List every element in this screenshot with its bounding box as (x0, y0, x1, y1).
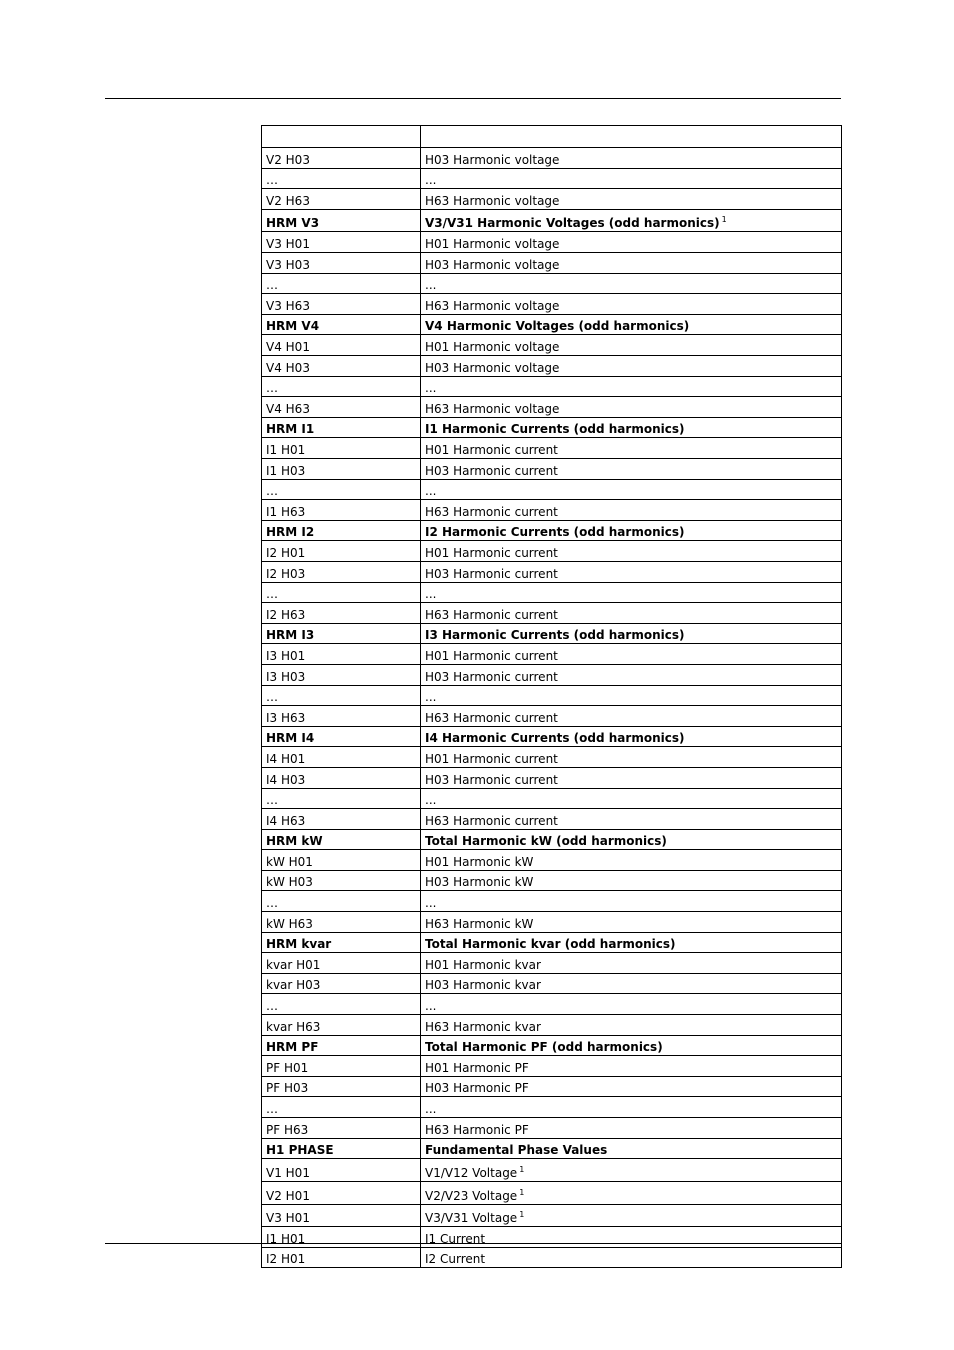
table-row (262, 168, 842, 189)
table-row (262, 953, 842, 974)
parameter-name-cell: … (262, 1097, 421, 1118)
parameter-description-cell (421, 809, 842, 830)
description-text: ... (425, 896, 437, 911)
parameter-name-cell: HRM V3 (262, 209, 421, 232)
description-text: V4 Harmonic Voltages (odd harmonics) (425, 319, 690, 334)
table-row (262, 500, 842, 521)
description-text: ... (425, 381, 437, 396)
parameter-name-cell: V4 H03 (262, 356, 421, 377)
parameter-description-cell (421, 189, 842, 210)
footnote-marker: 1 (519, 1164, 525, 1174)
parameter-name-cell: V1 H01 (262, 1159, 421, 1182)
parameter-name-cell: kW H63 (262, 912, 421, 933)
table-row (262, 1227, 842, 1248)
table-group-row (262, 417, 842, 438)
table-row (262, 603, 842, 624)
parameter-description-cell (421, 603, 842, 624)
description-text: H03 Harmonic PF (425, 1081, 529, 1096)
table-row (262, 1181, 842, 1204)
description-text: I2 Harmonic Currents (odd harmonics) (425, 525, 685, 540)
description-text: H03 Harmonic current (425, 772, 558, 787)
parameter-description-cell (421, 870, 842, 891)
parameter-name-cell: I1 H01 (262, 438, 421, 459)
description-text: V3/V31 Voltage (425, 1211, 518, 1226)
description-text: H01 Harmonic current (425, 545, 558, 560)
table-header-row (262, 126, 842, 148)
parameter-description-cell (421, 973, 842, 994)
description-text: I4 Harmonic Currents (odd harmonics) (425, 731, 685, 746)
parameter-name-cell: I2 H03 (262, 561, 421, 582)
parameter-name-cell: V3 H63 (262, 294, 421, 315)
table-row (262, 1015, 842, 1036)
parameter-name-cell: V2 H63 (262, 189, 421, 210)
table-row (262, 850, 842, 871)
parameter-description-cell (421, 126, 842, 148)
description-text: I1 Current (425, 1231, 486, 1246)
description-text: H63 Harmonic voltage (425, 401, 560, 416)
header-rule (105, 98, 841, 99)
table-row (262, 582, 842, 603)
parameter-name-cell: … (262, 891, 421, 912)
parameter-name-cell: I2 H01 (262, 541, 421, 562)
parameter-name-cell: kvar H03 (262, 973, 421, 994)
parameter-name-cell: … (262, 376, 421, 397)
description-text: H01 Harmonic current (425, 751, 558, 766)
table-row (262, 335, 842, 356)
table-group-row (262, 623, 842, 644)
description-text: H63 Harmonic voltage (425, 193, 560, 208)
table-row (262, 459, 842, 480)
description-text: H03 Harmonic current (425, 463, 558, 478)
parameter-description-cell (421, 829, 842, 850)
parameter-name-cell (262, 126, 421, 148)
parameter-description-cell (421, 459, 842, 480)
table-row (262, 541, 842, 562)
table-row (262, 1097, 842, 1118)
parameter-description-cell (421, 376, 842, 397)
parameter-description-cell (421, 912, 842, 933)
description-text: H63 Harmonic PF (425, 1122, 529, 1137)
description-text: H01 Harmonic kW (425, 854, 534, 869)
parameter-name-cell: V2 H01 (262, 1181, 421, 1204)
parameter-description-cell (421, 788, 842, 809)
parameter-name-cell: HRM kW (262, 829, 421, 850)
parameter-description-cell (421, 1076, 842, 1097)
parameter-name-cell: … (262, 582, 421, 603)
parameter-description-cell (421, 1035, 842, 1056)
description-text: H63 Harmonic current (425, 813, 558, 828)
description-text: H63 Harmonic current (425, 607, 558, 622)
table-group-row (262, 314, 842, 335)
parameter-name-cell: I1 H03 (262, 459, 421, 480)
description-text: H63 Harmonic current (425, 710, 558, 725)
parameter-description-cell (421, 168, 842, 189)
table-group-row (262, 726, 842, 747)
table-row (262, 788, 842, 809)
description-text: ... (425, 999, 437, 1014)
parameter-table (261, 125, 842, 1268)
table-row (262, 294, 842, 315)
table-row (262, 232, 842, 253)
parameter-description-cell (421, 148, 842, 169)
parameter-description-cell (421, 644, 842, 665)
description-text: H03 Harmonic voltage (425, 360, 560, 375)
parameter-description-cell (421, 1181, 842, 1204)
parameter-table-body (262, 126, 842, 1268)
parameter-name-cell: kW H01 (262, 850, 421, 871)
table-group-row (262, 829, 842, 850)
parameter-description-cell (421, 232, 842, 253)
table-group-row (262, 1138, 842, 1159)
footer-rule (105, 1243, 841, 1244)
table-row (262, 664, 842, 685)
description-text: H63 Harmonic kvar (425, 1019, 541, 1034)
description-text: ... (425, 278, 437, 293)
table-row (262, 148, 842, 169)
parameter-description-cell (421, 561, 842, 582)
parameter-description-cell (421, 891, 842, 912)
table-row (262, 1076, 842, 1097)
parameter-name-cell: … (262, 788, 421, 809)
table-group-row (262, 932, 842, 953)
description-text: H03 Harmonic current (425, 669, 558, 684)
parameter-name-cell: … (262, 479, 421, 500)
description-text: H01 Harmonic voltage (425, 237, 560, 252)
description-text: ... (425, 587, 437, 602)
table-row (262, 973, 842, 994)
parameter-name-cell: kW H03 (262, 870, 421, 891)
table-group-row (262, 1035, 842, 1056)
parameter-name-cell: … (262, 168, 421, 189)
parameter-description-cell (421, 1056, 842, 1077)
parameter-description-cell (421, 767, 842, 788)
description-text: ... (425, 173, 437, 188)
parameter-name-cell: … (262, 994, 421, 1015)
description-text: I3 Harmonic Currents (odd harmonics) (425, 628, 685, 643)
table-row (262, 561, 842, 582)
table-row (262, 356, 842, 377)
table-row (262, 767, 842, 788)
parameter-description-cell (421, 397, 842, 418)
table-row (262, 397, 842, 418)
table-row (262, 891, 842, 912)
table-row (262, 273, 842, 294)
parameter-description-cell (421, 335, 842, 356)
parameter-name-cell: HRM I4 (262, 726, 421, 747)
table-row (262, 1056, 842, 1077)
table-row (262, 747, 842, 768)
parameter-description-cell (421, 1227, 842, 1248)
parameter-name-cell: HRM I2 (262, 520, 421, 541)
table-row (262, 1159, 842, 1182)
parameter-name-cell: … (262, 273, 421, 294)
parameter-name-cell: V3 H01 (262, 1204, 421, 1227)
parameter-description-cell (421, 1204, 842, 1227)
parameter-name-cell: V2 H03 (262, 148, 421, 169)
parameter-description-cell (421, 314, 842, 335)
parameter-name-cell: HRM I1 (262, 417, 421, 438)
description-text: Total Harmonic kvar (odd harmonics) (425, 937, 676, 952)
parameter-description-cell (421, 1015, 842, 1036)
parameter-description-cell (421, 994, 842, 1015)
description-text: Fundamental Phase Values (425, 1143, 608, 1158)
parameter-description-cell (421, 706, 842, 727)
parameter-description-cell (421, 582, 842, 603)
description-text: H01 Harmonic voltage (425, 340, 560, 355)
description-text: ... (425, 690, 437, 705)
parameter-name-cell: kvar H01 (262, 953, 421, 974)
description-text: Total Harmonic kW (odd harmonics) (425, 834, 667, 849)
parameter-description-cell (421, 1097, 842, 1118)
parameter-name-cell: V3 H01 (262, 232, 421, 253)
description-text: ... (425, 793, 437, 808)
parameter-description-cell (421, 1138, 842, 1159)
description-text: H63 Harmonic kW (425, 916, 534, 931)
parameter-name-cell: PF H63 (262, 1118, 421, 1139)
parameter-name-cell: I3 H63 (262, 706, 421, 727)
description-text: H63 Harmonic current (425, 504, 558, 519)
parameter-description-cell (421, 356, 842, 377)
description-text: Total Harmonic PF (odd harmonics) (425, 1040, 663, 1055)
table-row (262, 994, 842, 1015)
parameter-description-cell (421, 747, 842, 768)
description-text: H03 Harmonic kW (425, 875, 534, 890)
table-row (262, 870, 842, 891)
description-text: H63 Harmonic voltage (425, 298, 560, 313)
description-text: H03 Harmonic current (425, 566, 558, 581)
table-row (262, 1247, 842, 1268)
parameter-description-cell (421, 1247, 842, 1268)
description-text: H03 Harmonic kvar (425, 978, 541, 993)
parameter-name-cell: I3 H01 (262, 644, 421, 665)
parameter-name-cell: HRM PF (262, 1035, 421, 1056)
parameter-description-cell (421, 417, 842, 438)
footnote-marker: 1 (519, 1210, 525, 1220)
table-row (262, 1118, 842, 1139)
parameter-description-cell (421, 438, 842, 459)
description-text: H01 Harmonic current (425, 443, 558, 457)
parameter-name-cell: V4 H63 (262, 397, 421, 418)
parameter-description-cell (421, 1118, 842, 1139)
parameter-name-cell: HRM V4 (262, 314, 421, 335)
parameter-description-cell (421, 253, 842, 274)
footnote-marker: 1 (519, 1187, 525, 1197)
parameter-description-cell (421, 953, 842, 974)
parameter-name-cell: I4 H03 (262, 767, 421, 788)
parameter-description-cell (421, 479, 842, 500)
table-row (262, 253, 842, 274)
parameter-description-cell (421, 850, 842, 871)
table-row (262, 685, 842, 706)
parameter-name-cell: I3 H03 (262, 664, 421, 685)
description-text: I1 Harmonic Currents (odd harmonics) (425, 422, 685, 437)
parameter-description-cell (421, 500, 842, 521)
parameter-description-cell (421, 685, 842, 706)
description-text: V3/V31 Harmonic Voltages (odd harmonics) (425, 216, 720, 231)
parameter-description-cell (421, 520, 842, 541)
description-text: H03 Harmonic voltage (425, 152, 560, 167)
parameter-name-cell: PF H01 (262, 1056, 421, 1077)
description-text: ... (425, 1102, 437, 1116)
description-text: V1/V12 Voltage (425, 1165, 518, 1180)
description-text: H01 Harmonic PF (425, 1060, 529, 1075)
table-row (262, 706, 842, 727)
parameter-name-cell: V3 H03 (262, 253, 421, 274)
parameter-description-cell (421, 209, 842, 232)
parameter-name-cell: I4 H01 (262, 747, 421, 768)
parameter-description-cell (421, 541, 842, 562)
parameter-description-cell (421, 932, 842, 953)
parameter-description-cell (421, 664, 842, 685)
table-group-row (262, 520, 842, 541)
table-row (262, 644, 842, 665)
parameter-name-cell: V4 H01 (262, 335, 421, 356)
parameter-name-cell: I2 H63 (262, 603, 421, 624)
description-text: H01 Harmonic kvar (425, 957, 541, 972)
description-text: V2/V23 Voltage (425, 1188, 518, 1203)
description-text: H03 Harmonic voltage (425, 257, 560, 272)
parameter-description-cell (421, 294, 842, 315)
description-text: I2 Current (425, 1252, 486, 1267)
table-row (262, 189, 842, 210)
table-row (262, 809, 842, 830)
parameter-name-cell: PF H03 (262, 1076, 421, 1097)
table-row (262, 438, 842, 459)
parameter-name-cell: I2 H01 (262, 1247, 421, 1268)
footnote-marker: 1 (721, 215, 727, 225)
parameter-name-cell: I1 H63 (262, 500, 421, 521)
parameter-description-cell (421, 623, 842, 644)
table-row (262, 376, 842, 397)
parameter-name-cell: I4 H63 (262, 809, 421, 830)
parameter-description-cell (421, 1159, 842, 1182)
parameter-name-cell: HRM kvar (262, 932, 421, 953)
description-text: ... (425, 484, 437, 499)
parameter-description-cell (421, 726, 842, 747)
table-group-row (262, 209, 842, 232)
parameter-description-cell (421, 273, 842, 294)
table-row (262, 912, 842, 933)
parameter-name-cell: … (262, 685, 421, 706)
parameter-name-cell: kvar H63 (262, 1015, 421, 1036)
parameter-name-cell: H1 PHASE (262, 1138, 421, 1159)
table-row (262, 479, 842, 500)
description-text: H01 Harmonic current (425, 648, 558, 663)
parameter-name-cell: I1 H01 (262, 1227, 421, 1248)
parameter-name-cell: HRM I3 (262, 623, 421, 644)
table-row (262, 1204, 842, 1227)
